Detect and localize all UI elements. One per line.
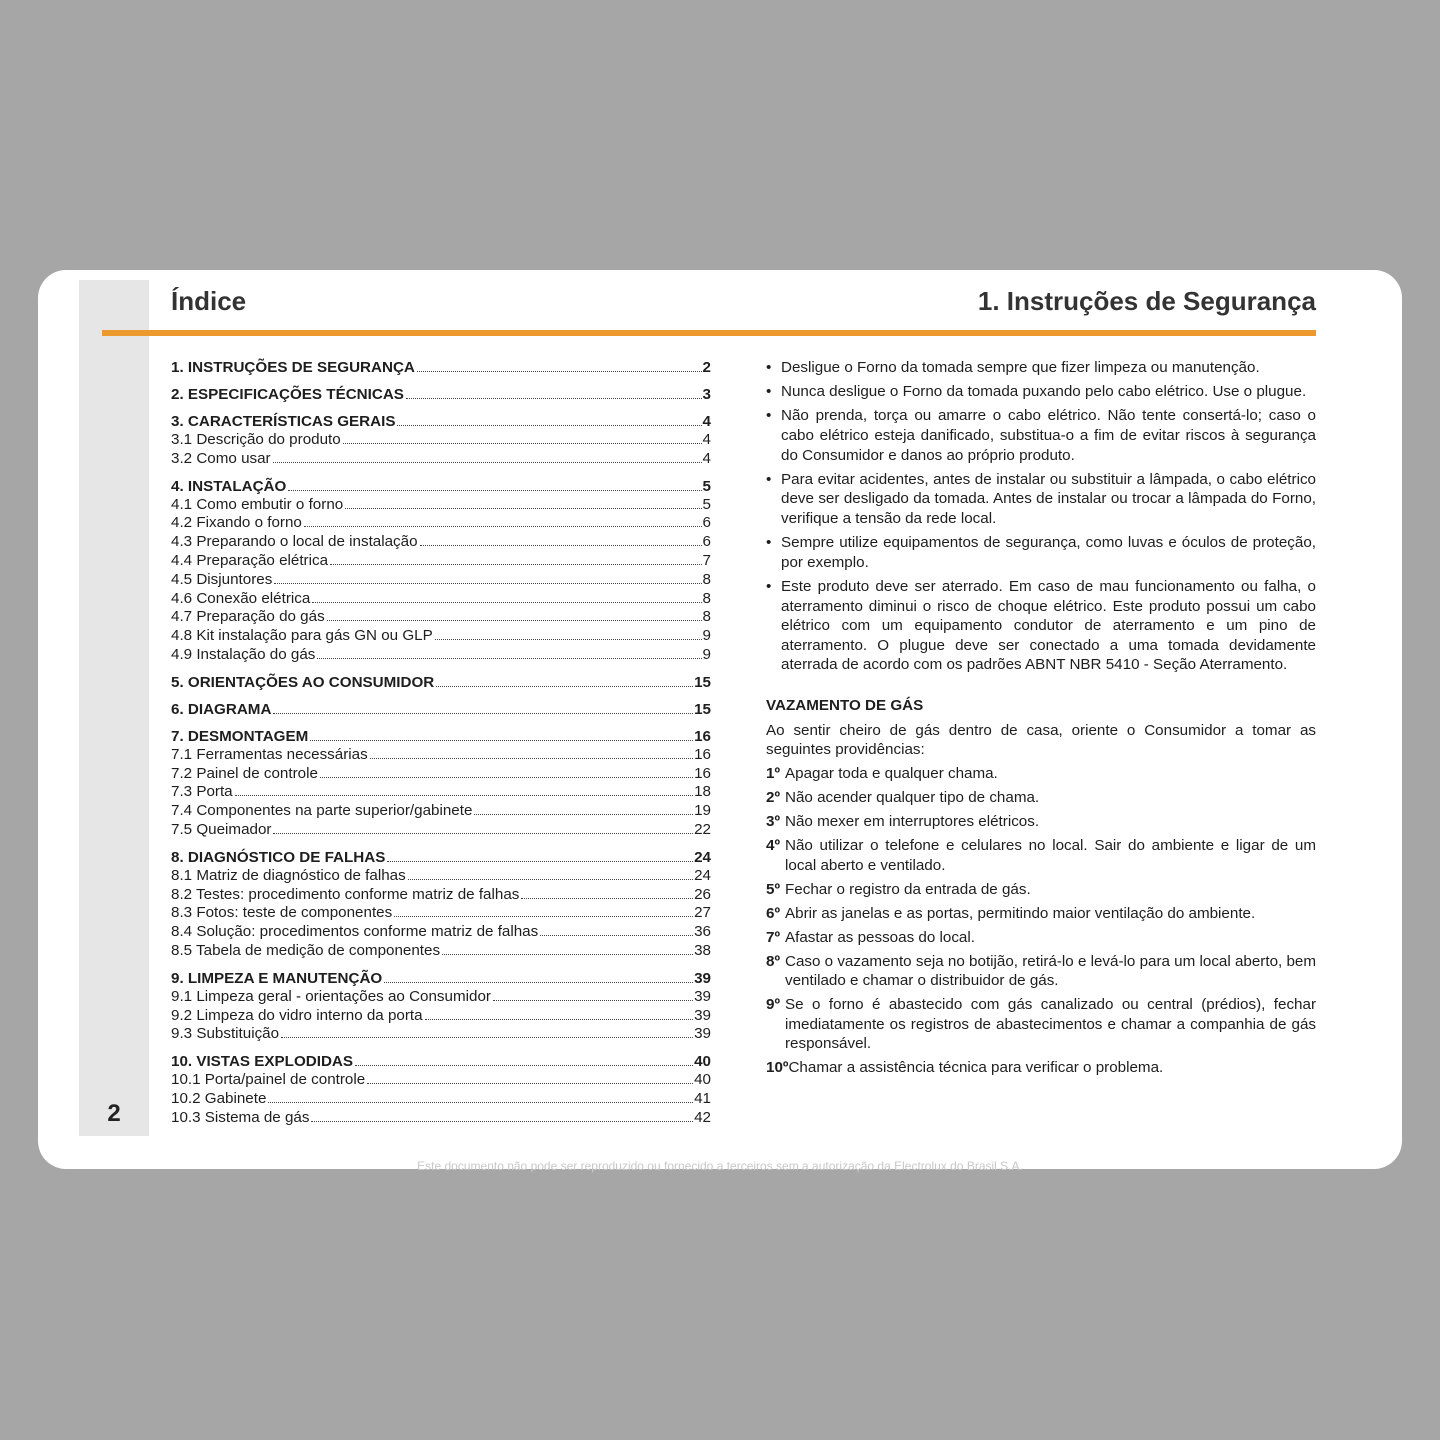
safety-bullet-item	[766, 470, 1316, 529]
toc-leader-dots	[435, 639, 702, 640]
toc-entry-page: 8	[702, 589, 711, 607]
step-text: Fechar o registro da entrada de gás.	[785, 880, 1031, 898]
side-strip	[79, 280, 149, 1136]
toc-subentry[interactable]	[171, 783, 711, 802]
toc-entry-label: 9.1 Limpeza geral - orientações ao Consumidor	[171, 987, 491, 1005]
toc-subentry[interactable]	[171, 627, 711, 646]
toc-group	[171, 385, 711, 404]
toc-entry-page: 26	[694, 885, 711, 903]
toc-entry-page: 19	[694, 802, 711, 820]
toc-entry-label: 9.2 Limpeza do vidro interno da porta	[171, 1006, 423, 1024]
toc-subentry[interactable]	[171, 904, 711, 923]
safety-bullet-item	[766, 358, 1316, 378]
toc-leader-dots	[273, 462, 702, 463]
toc-subentry[interactable]	[171, 765, 711, 784]
toc-entry-label: 5. ORIENTAÇÕES AO CONSUMIDOR	[171, 673, 435, 691]
toc-group	[171, 477, 711, 665]
toc-entry-label: 10.1 Porta/painel de controle	[171, 1071, 366, 1089]
toc-entry-page: 41	[694, 1089, 711, 1107]
toc-subentry[interactable]	[171, 552, 711, 571]
toc-leader-dots	[420, 545, 702, 546]
gas-leak-step	[766, 764, 1316, 784]
toc-entry-label: 4.8 Kit instalação para gás GN ou GLP	[171, 627, 433, 645]
bullet-dot-icon: •	[766, 359, 772, 376]
step-text: Afastar as pessoas do local.	[785, 928, 975, 946]
toc-entry-page: 9	[702, 627, 711, 645]
toc-entry-label: 8. DIAGNÓSTICO DE FALHAS	[171, 848, 386, 866]
toc-entry-page: 40	[694, 1071, 711, 1089]
toc-entry-label: 4.5 Disjuntores	[171, 570, 273, 588]
toc-leader-dots	[320, 777, 693, 778]
toc-entry-label: 10.3 Sistema de gás	[171, 1108, 310, 1126]
toc-entry-label: 7. DESMONTAGEM	[171, 727, 309, 745]
toc-entry-page: 4	[702, 431, 711, 448]
gas-leak-step	[766, 928, 1316, 948]
toc-chapter-entry[interactable]	[171, 477, 711, 496]
toc-group	[171, 412, 711, 469]
toc-group	[171, 358, 711, 377]
bullet-dot-icon: •	[766, 534, 772, 552]
toc-entry-page: 39	[694, 1025, 711, 1043]
step-text: Se o forno é abastecido com gás canalizado ou central (prédios), fechar imediatamente os registros de abastecimentos e chamar a companhia de gás responsável.	[785, 996, 1316, 1053]
toc-chapter-entry[interactable]	[171, 969, 711, 988]
toc-entry-label: 4.9 Instalação do gás	[171, 645, 316, 663]
toc-leader-dots	[311, 1121, 693, 1122]
toc-entry-label: 3. CARACTERÍSTICAS GERAIS	[171, 413, 396, 430]
toc-subentry[interactable]	[171, 1025, 711, 1044]
toc-entry-label: 8.1 Matriz de diagnóstico de falhas	[171, 866, 406, 884]
toc-entry-page: 4	[702, 413, 711, 430]
toc-subentry[interactable]	[171, 608, 711, 627]
toc-entry-label: 7.5 Queimador	[171, 820, 272, 838]
toc-subentry[interactable]	[171, 431, 711, 450]
toc-leader-dots	[273, 713, 693, 714]
toc-chapter-entry[interactable]	[171, 848, 711, 867]
toc-entry-page: 5	[702, 495, 711, 513]
toc-entry-label: 10.2 Gabinete	[171, 1089, 267, 1107]
toc-subentry[interactable]	[171, 867, 711, 886]
toc-entry-page: 5	[702, 477, 711, 495]
toc-subentry[interactable]	[171, 496, 711, 515]
toc-chapter-entry[interactable]	[171, 1052, 711, 1071]
toc-leader-dots	[384, 982, 693, 983]
toc-entry-page: 39	[694, 1006, 711, 1024]
toc-entry-page: 8	[702, 608, 711, 626]
bullet-dot-icon: •	[766, 383, 772, 401]
toc-subentry[interactable]	[171, 886, 711, 905]
gas-leak-step	[766, 812, 1316, 832]
toc-leader-dots	[312, 602, 701, 603]
toc-subentry[interactable]	[171, 1007, 711, 1026]
toc-entry-label: 9.3 Substituição	[171, 1025, 280, 1043]
toc-leader-dots	[327, 620, 702, 621]
toc-entry-page: 42	[694, 1108, 711, 1126]
toc-leader-dots	[406, 398, 702, 399]
toc-entry-label: 7.1 Ferramentas necessárias	[171, 745, 368, 763]
step-text: Não acender qualquer tipo de chama.	[785, 789, 1040, 807]
step-text: Chamar a assistência técnica para verificar o problema.	[788, 1059, 1164, 1077]
gas-leak-step	[766, 836, 1316, 875]
toc-leader-dots	[330, 564, 702, 565]
toc-entry-page: 9	[702, 645, 711, 663]
toc-leader-dots	[367, 1083, 693, 1084]
toc-entry-page: 15	[694, 673, 711, 691]
toc-leader-dots	[268, 1102, 693, 1103]
safety-bullet-text: Não prenda, torça ou amarre o cabo elétrico. Não tente consertá-lo; caso o cabo elétrico esteja danificado, substitua-o a fim de evitar riscos à segurança do Consumidor e danos ao próprio produto.	[781, 407, 1316, 464]
toc-leader-dots	[474, 814, 693, 815]
toc-leader-dots	[442, 954, 693, 955]
toc-subentry[interactable]	[171, 821, 711, 840]
toc-entry-page: 24	[694, 848, 711, 866]
toc-entry-page: 3	[702, 386, 711, 403]
step-number: 9º	[766, 996, 780, 1014]
toc-group	[171, 848, 711, 961]
toc-entry-page: 16	[694, 727, 711, 745]
toc-entry-label: 8.3 Fotos: teste de componentes	[171, 904, 393, 922]
toc-entry-page: 6	[702, 533, 711, 551]
step-number: 8º	[766, 952, 780, 970]
toc-subentry[interactable]	[171, 923, 711, 942]
gas-leak-step	[766, 904, 1316, 924]
toc-group	[171, 727, 711, 840]
step-text: Abrir as janelas e as portas, permitindo maior ventilação do ambiente.	[785, 904, 1256, 922]
toc-leader-dots	[343, 443, 702, 444]
toc-entry-page: 39	[694, 969, 711, 987]
safety-bullet-item	[766, 406, 1316, 465]
toc-entry-page: 39	[694, 987, 711, 1005]
toc-leader-dots	[304, 526, 702, 527]
toc-subentry[interactable]	[171, 450, 711, 469]
page-number: 2	[107, 1100, 121, 1127]
toc-group	[171, 969, 711, 1044]
step-number: 1º	[766, 765, 780, 783]
step-text: Não utilizar o telefone e celulares no local. Sair do ambiente e ligar de um local aberto e ventilado.	[785, 837, 1316, 874]
toc-leader-dots	[387, 861, 693, 862]
toc-entry-page: 16	[694, 745, 711, 763]
safety-bullet-text: Sempre utilize equipamentos de segurança, como luvas e óculos de proteção, por exemplo.	[781, 534, 1316, 571]
safety-bullet-item	[766, 382, 1316, 402]
toc-leader-dots	[273, 833, 693, 834]
toc-leader-dots	[235, 795, 693, 796]
toc-entry-label: 4.1 Como embutir o forno	[171, 495, 344, 513]
safety-bullet-item	[766, 577, 1316, 675]
safety-bullet-list	[766, 358, 1316, 675]
toc-subentry[interactable]	[171, 571, 711, 590]
toc-group	[171, 673, 711, 692]
toc-entry-page: 36	[694, 923, 711, 941]
bullet-dot-icon: •	[766, 407, 772, 425]
table-of-contents	[171, 358, 711, 1136]
toc-chapter-entry[interactable]	[171, 727, 711, 746]
toc-leader-dots	[355, 1065, 693, 1066]
toc-leader-dots	[370, 758, 693, 759]
gas-leak-intro: Ao sentir cheiro de gás dentro de casa, oriente o Consumidor a tomar as seguintes providências:	[766, 721, 1316, 759]
step-text: Apagar toda e qualquer chama.	[785, 765, 998, 783]
toc-subentry[interactable]	[171, 590, 711, 609]
toc-entry-label: 7.3 Porta	[171, 783, 233, 801]
bullet-dot-icon: •	[766, 470, 772, 488]
section-title: 1. Instruções de Segurança	[977, 286, 1316, 316]
footer-notice: Este documento não pode ser reproduzido ou fornecido a terceiros sem a autorização da Electrolux do Brasil S.A.	[417, 1159, 1023, 1173]
toc-subentry[interactable]	[171, 1071, 711, 1090]
toc-leader-dots	[493, 1000, 693, 1001]
safety-content	[766, 358, 1316, 1082]
safety-bullet-text: Este produto deve ser aterrado. Em caso de mau funcionamento ou falha, o aterramento diminui o risco de choque elétrico. Este produto possui um cabo elétrico com um equipamento condutor de aterramento e um pino de aterramento. O plugue deve ser conectado a uma tomada devidamente aterrada de acordo com os padrões ABNT NBR 5410 - Seção Aterramento.	[781, 577, 1316, 674]
toc-entry-page: 27	[694, 904, 711, 922]
toc-entry-label: 3.2 Como usar	[171, 449, 271, 467]
toc-entry-page: 2	[702, 359, 711, 376]
step-text: Não mexer em interruptores elétricos.	[785, 813, 1040, 831]
toc-chapter-entry[interactable]	[171, 385, 711, 404]
toc-leader-dots	[397, 425, 701, 426]
step-number: 6º	[766, 904, 780, 922]
toc-group	[171, 700, 711, 719]
toc-entry-page: 16	[694, 764, 711, 782]
gas-leak-heading: VAZAMENTO DE GÁS	[766, 696, 924, 714]
toc-entry-label: 2. ESPECIFICAÇÕES TÉCNICAS	[171, 386, 404, 403]
toc-entry-page: 4	[702, 449, 711, 467]
toc-entry-label: 4.6 Conexão elétrica	[171, 589, 311, 607]
toc-entry-label: 4.2 Fixando o forno	[171, 514, 302, 532]
toc-entry-label: 8.4 Solução: procedimentos conforme matriz de falhas	[171, 923, 539, 941]
toc-subentry[interactable]	[171, 746, 711, 765]
gas-leak-step	[766, 995, 1316, 1054]
step-number: 4º	[766, 837, 780, 855]
toc-subentry[interactable]	[171, 1090, 711, 1109]
step-number: 7º	[766, 928, 780, 946]
toc-leader-dots	[310, 740, 693, 741]
toc-entry-page: 15	[694, 700, 711, 718]
toc-entry-page: 6	[702, 514, 711, 532]
toc-subentry[interactable]	[171, 988, 711, 1007]
gas-leak-step	[766, 952, 1316, 991]
toc-entry-page: 18	[694, 783, 711, 801]
toc-entry-page: 40	[694, 1053, 711, 1071]
safety-bullet-text: Desligue o Forno da tomada sempre que fizer limpeza ou manutenção.	[781, 359, 1260, 376]
toc-entry-label: 1. INSTRUÇÕES DE SEGURANÇA	[171, 359, 415, 376]
toc-entry-label: 4. INSTALAÇÃO	[171, 477, 287, 495]
toc-leader-dots	[417, 371, 702, 372]
step-number: 3º	[766, 813, 780, 831]
toc-subentry[interactable]	[171, 802, 711, 821]
toc-entry-label: 7.4 Componentes na parte superior/gabinete	[171, 802, 473, 820]
toc-entry-label: 10. VISTAS EXPLODIDAS	[171, 1053, 354, 1071]
toc-subentry[interactable]	[171, 942, 711, 961]
safety-bullet-text: Nunca desligue o Forno da tomada puxando pelo cabo elétrico. Use o plugue.	[781, 383, 1307, 401]
toc-leader-dots	[425, 1019, 693, 1020]
toc-entry-label: 4.7 Preparação do gás	[171, 608, 325, 626]
toc-entry-label: 9. LIMPEZA E MANUTENÇÃO	[171, 969, 383, 987]
safety-bullet-item	[766, 533, 1316, 572]
bullet-dot-icon: •	[766, 577, 772, 595]
gas-leak-step	[766, 880, 1316, 900]
toc-subentry[interactable]	[171, 1109, 711, 1128]
toc-leader-dots	[288, 490, 701, 491]
toc-chapter-entry[interactable]	[171, 673, 711, 692]
step-text: Caso o vazamento seja no botijão, retirá-lo e levá-lo para um local aberto, bem ventilado e chamar o distribuidor de gás.	[785, 952, 1316, 990]
toc-entry-label: 8.5 Tabela de medição de componentes	[171, 941, 441, 959]
step-number: 5º	[766, 880, 780, 898]
toc-entry-label: 6. DIAGRAMA	[171, 700, 272, 718]
gas-leak-step	[766, 788, 1316, 808]
gas-leak-step	[766, 1058, 1316, 1078]
toc-leader-dots	[408, 879, 693, 880]
toc-subentry[interactable]	[171, 533, 711, 552]
safety-bullet-text: Para evitar acidentes, antes de instalar ou substituir a lâmpada, o cabo elétrico deve ser desligado da tomada. Antes de instalar ou trocar a lâmpada do Forno, verifique a tensão da rede local.	[781, 470, 1316, 527]
toc-entry-label: 8.2 Testes: procedimento conforme matriz de falhas	[171, 885, 520, 903]
toc-leader-dots	[540, 935, 693, 936]
step-number: 2º	[766, 789, 780, 807]
toc-entry-page: 24	[694, 866, 711, 884]
toc-chapter-entry[interactable]	[171, 358, 711, 377]
toc-leader-dots	[274, 583, 701, 584]
toc-entry-label: 4.4 Preparação elétrica	[171, 551, 329, 569]
toc-entry-label: 4.3 Preparando o local de instalação	[171, 533, 418, 551]
index-title: Índice	[171, 286, 247, 316]
toc-entry-page: 7	[702, 551, 711, 569]
gas-leak-steps	[766, 764, 1316, 1078]
toc-entry-page: 38	[694, 941, 711, 959]
toc-entry-page: 8	[702, 570, 711, 588]
toc-leader-dots	[345, 508, 701, 509]
accent-rule	[102, 330, 1316, 336]
toc-leader-dots	[281, 1037, 693, 1038]
toc-leader-dots	[521, 898, 693, 899]
toc-leader-dots	[394, 916, 693, 917]
toc-chapter-entry[interactable]	[171, 700, 711, 719]
step-number: 10º	[766, 1059, 789, 1077]
toc-leader-dots	[317, 658, 701, 659]
manual-page	[38, 270, 1402, 1169]
toc-entry-label: 3.1 Descrição do produto	[171, 431, 341, 448]
toc-leader-dots	[436, 686, 693, 687]
toc-subentry[interactable]	[171, 514, 711, 533]
toc-chapter-entry[interactable]	[171, 412, 711, 431]
toc-entry-label: 7.2 Painel de controle	[171, 764, 318, 782]
toc-entry-page: 22	[694, 820, 711, 838]
toc-group	[171, 1052, 711, 1127]
toc-subentry[interactable]	[171, 646, 711, 665]
